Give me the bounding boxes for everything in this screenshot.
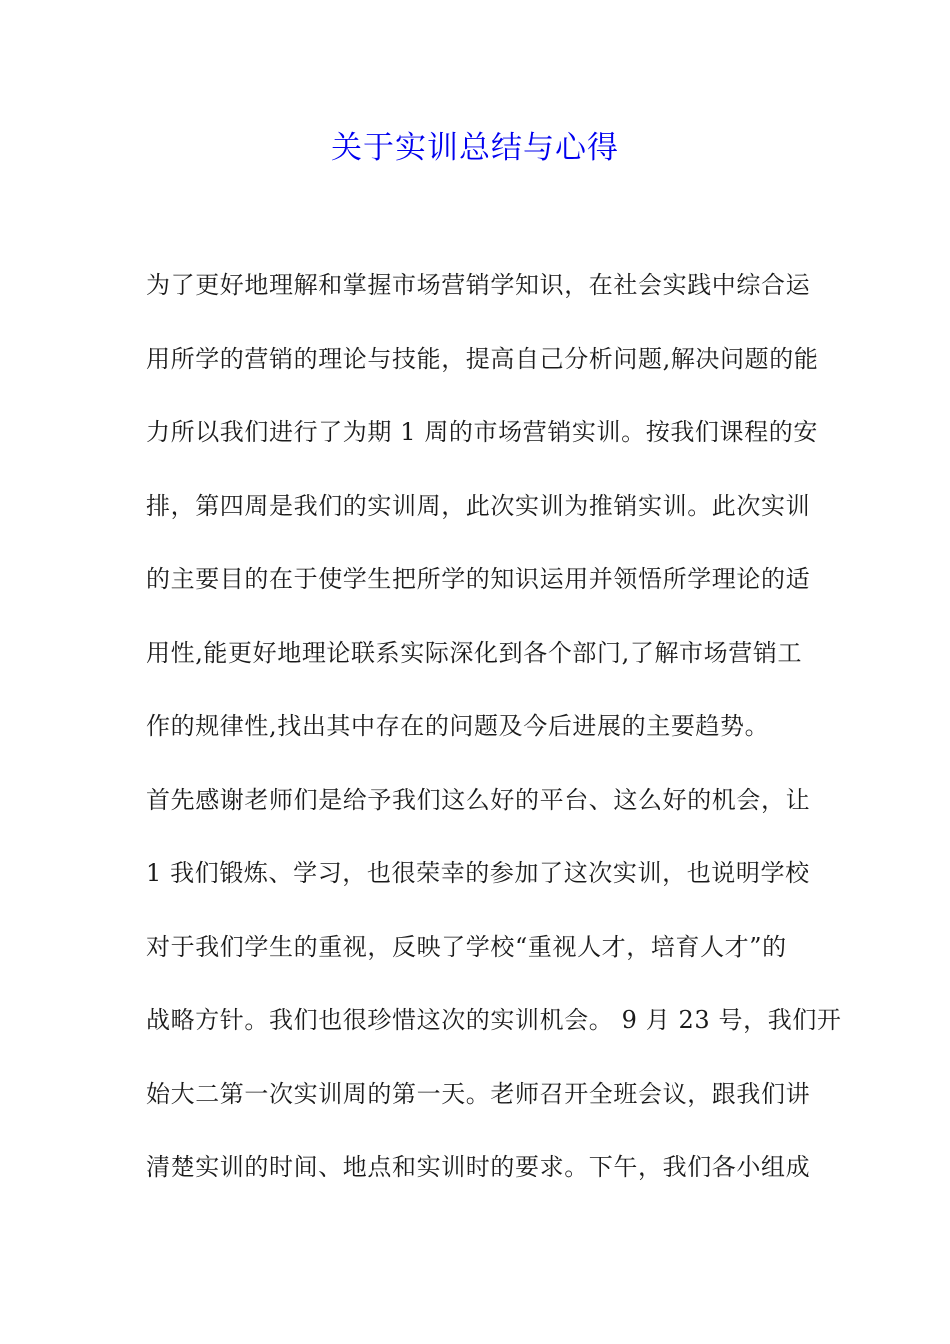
body-line-3: 力所以我们进行了为期 1 周的市场营销实训。按我们课程的安	[146, 418, 818, 446]
body-line-1: 为了更好地理解和掌握市场营销学知识，在社会实践中综合运	[146, 271, 811, 299]
body-line-10: 对于我们学生的重视，反映了学校“重视人才，培育人才”的	[146, 932, 787, 961]
body-line-12: 始大二第一次实训周的第一天。老师召开全班会议，跟我们讲	[146, 1079, 811, 1108]
body-line-9: 1 我们锻炼、学习，也很荣幸的参加了这次实训，也说明学校	[146, 859, 810, 887]
body-line-2: 用所学的营销的理论与技能，提高自己分析问题,解决问题的能	[146, 344, 819, 373]
body-line-11: 战略方针。我们也很珍惜这次的实训机会。 9 月 23 号，我们开	[146, 1006, 842, 1034]
document-title: 关于实训总结与心得	[331, 130, 619, 166]
body-line-4: 排，第四周是我们的实训周，此次实训为推销实训。此次实训	[146, 491, 811, 520]
body-line-7: 作的规律性,找出其中存在的问题及今后进展的主要趋势。	[146, 712, 770, 740]
body-line-5: 的主要目的在于使学生把所学的知识运用并领悟所学理论的适	[146, 565, 811, 593]
body-line-13: 清楚实训的时间、地点和实训时的要求。下午，我们各小组成	[146, 1153, 811, 1181]
body-line-6: 用性,能更好地理论联系实际深化到各个部门,了解市场营销工	[146, 638, 803, 667]
body-line-8: 首先感谢老师们是给予我们这么好的平台、这么好的机会，让	[146, 785, 811, 814]
document-body	[146, 263, 842, 1219]
